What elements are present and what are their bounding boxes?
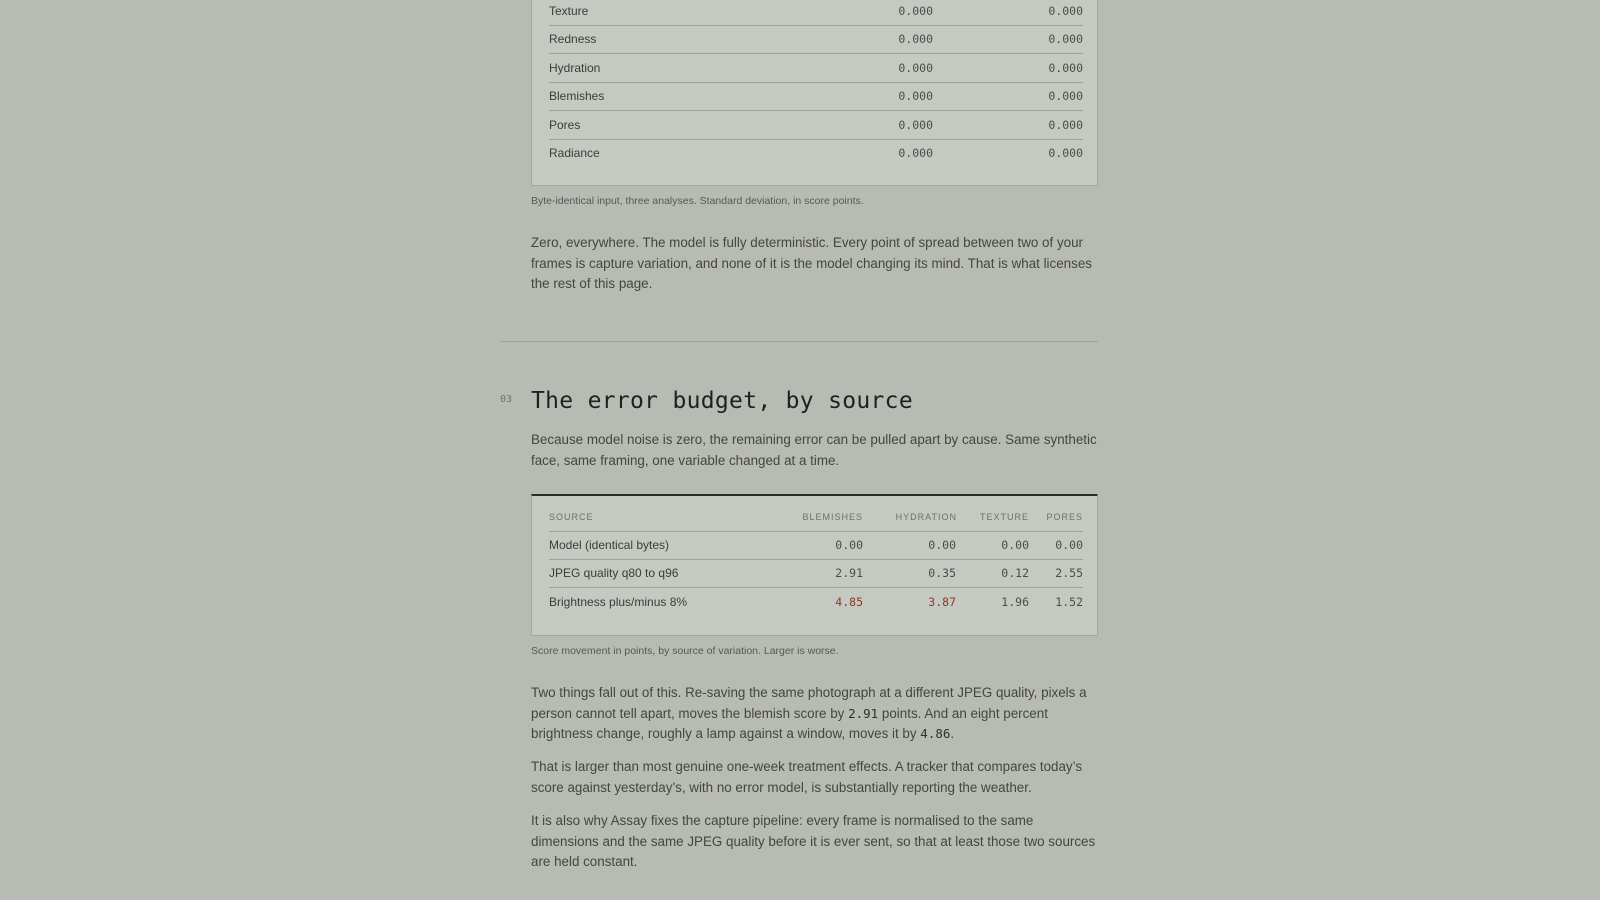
row-label: Blemishes bbox=[549, 89, 605, 103]
cell-pores: 2.55 bbox=[1055, 566, 1083, 580]
paragraph-findings bbox=[531, 683, 1103, 745]
row-source: Brightness plus/minus 8% bbox=[549, 595, 688, 609]
table-row bbox=[549, 26, 1083, 54]
section-intro: Because model noise is zero, the remaining error can be pulled apart by cause. Same synthetic face, same framing, one variable changed at a time. bbox=[531, 432, 1097, 468]
cell-pores: 0.00 bbox=[1055, 538, 1083, 552]
table-header-row bbox=[549, 504, 1083, 532]
cell-blemishes: 0.00 bbox=[835, 538, 863, 552]
cell-texture: 0.00 bbox=[1001, 538, 1029, 552]
row-value: 0.000 bbox=[1048, 61, 1083, 75]
header-hydration: HYDRATION bbox=[895, 512, 957, 522]
section-divider bbox=[500, 341, 1098, 342]
row-value: 0.000 bbox=[1048, 32, 1083, 46]
table-row bbox=[549, 55, 1083, 83]
row-value: 0.000 bbox=[898, 4, 933, 18]
row-value: 0.000 bbox=[898, 146, 933, 160]
row-source: Model (identical bytes) bbox=[549, 538, 670, 552]
determinism-table bbox=[531, 0, 1098, 186]
table-row bbox=[549, 112, 1083, 140]
inline-value: 4.86 bbox=[920, 726, 951, 741]
row-value: 0.000 bbox=[1048, 146, 1083, 160]
paragraph-weather: That is larger than most genuine one-week treatment effects. A tracker that compares today’s score against yesterday’s, with no error model, is substantially reporting the weather. bbox=[531, 759, 1083, 795]
paragraph-determinism: Zero, everywhere. The model is fully deterministic. Every point of spread between two of your frames is capture variation, and none of it is the model changing its mind. That is what licenses the rest of this page. bbox=[531, 235, 1092, 291]
row-value: 0.000 bbox=[1048, 89, 1083, 103]
inline-value: 2.91 bbox=[848, 705, 879, 721]
table-row bbox=[549, 532, 1083, 560]
table-row bbox=[549, 589, 1083, 617]
section-title: The error budget, by source bbox=[531, 388, 913, 414]
error-budget-table bbox=[531, 494, 1098, 636]
header-pores: PORES bbox=[1046, 512, 1083, 522]
row-value: 0.000 bbox=[898, 32, 933, 46]
table-caption: Byte-identical input, three analyses. Standard deviation, in score points. bbox=[531, 195, 864, 207]
header-texture: TEXTURE bbox=[979, 512, 1029, 522]
cell-hydration: 0.35 bbox=[928, 566, 956, 580]
text-fragment: . bbox=[950, 726, 955, 741]
table-row bbox=[549, 0, 1083, 26]
row-label: Pores bbox=[549, 118, 581, 132]
row-value: 0.000 bbox=[898, 61, 933, 75]
cell-pores: 1.52 bbox=[1055, 595, 1083, 609]
row-value: 0.000 bbox=[898, 89, 933, 103]
paragraph-pipeline: It is also why Assay fixes the capture pipeline: every frame is normalised to the same dimensions and the same JPEG quality before it is ever sent, so that at least those two sources are held constant. bbox=[531, 813, 1096, 869]
cell-hydration: 0.00 bbox=[928, 538, 956, 552]
row-value: 0.000 bbox=[898, 118, 933, 132]
cell-blemishes-highlight: 4.85 bbox=[835, 595, 863, 609]
cell-texture: 1.96 bbox=[1001, 595, 1029, 609]
row-label: Texture bbox=[549, 4, 589, 18]
table-row bbox=[549, 560, 1083, 588]
row-source: JPEG quality q80 to q96 bbox=[549, 566, 679, 580]
table-row bbox=[549, 83, 1083, 111]
header-blemishes: BLEMISHES bbox=[802, 512, 863, 522]
text-fragment: points. And an eight percent brightness change, roughly a lamp against a window, moves it by bbox=[531, 705, 1048, 741]
cell-blemishes: 2.91 bbox=[835, 566, 863, 580]
cell-hydration-highlight: 3.87 bbox=[928, 595, 956, 609]
cell-texture: 0.12 bbox=[1001, 566, 1029, 580]
text-fragment: Two things fall out of this. Re-saving the same photograph at a different JPEG quality, pixels a person cannot tell apart, moves the blemish score by bbox=[531, 685, 1087, 721]
table-row bbox=[549, 140, 1083, 168]
row-label: Hydration bbox=[549, 61, 601, 75]
row-label: Redness bbox=[549, 32, 597, 46]
row-value: 0.000 bbox=[1048, 4, 1083, 18]
row-label: Radiance bbox=[549, 146, 600, 160]
row-value: 0.000 bbox=[1048, 118, 1083, 132]
table-caption: Score movement in points, by source of variation. Larger is worse. bbox=[531, 645, 839, 657]
section-number: 03 bbox=[500, 394, 513, 405]
header-source: SOURCE bbox=[549, 512, 594, 522]
